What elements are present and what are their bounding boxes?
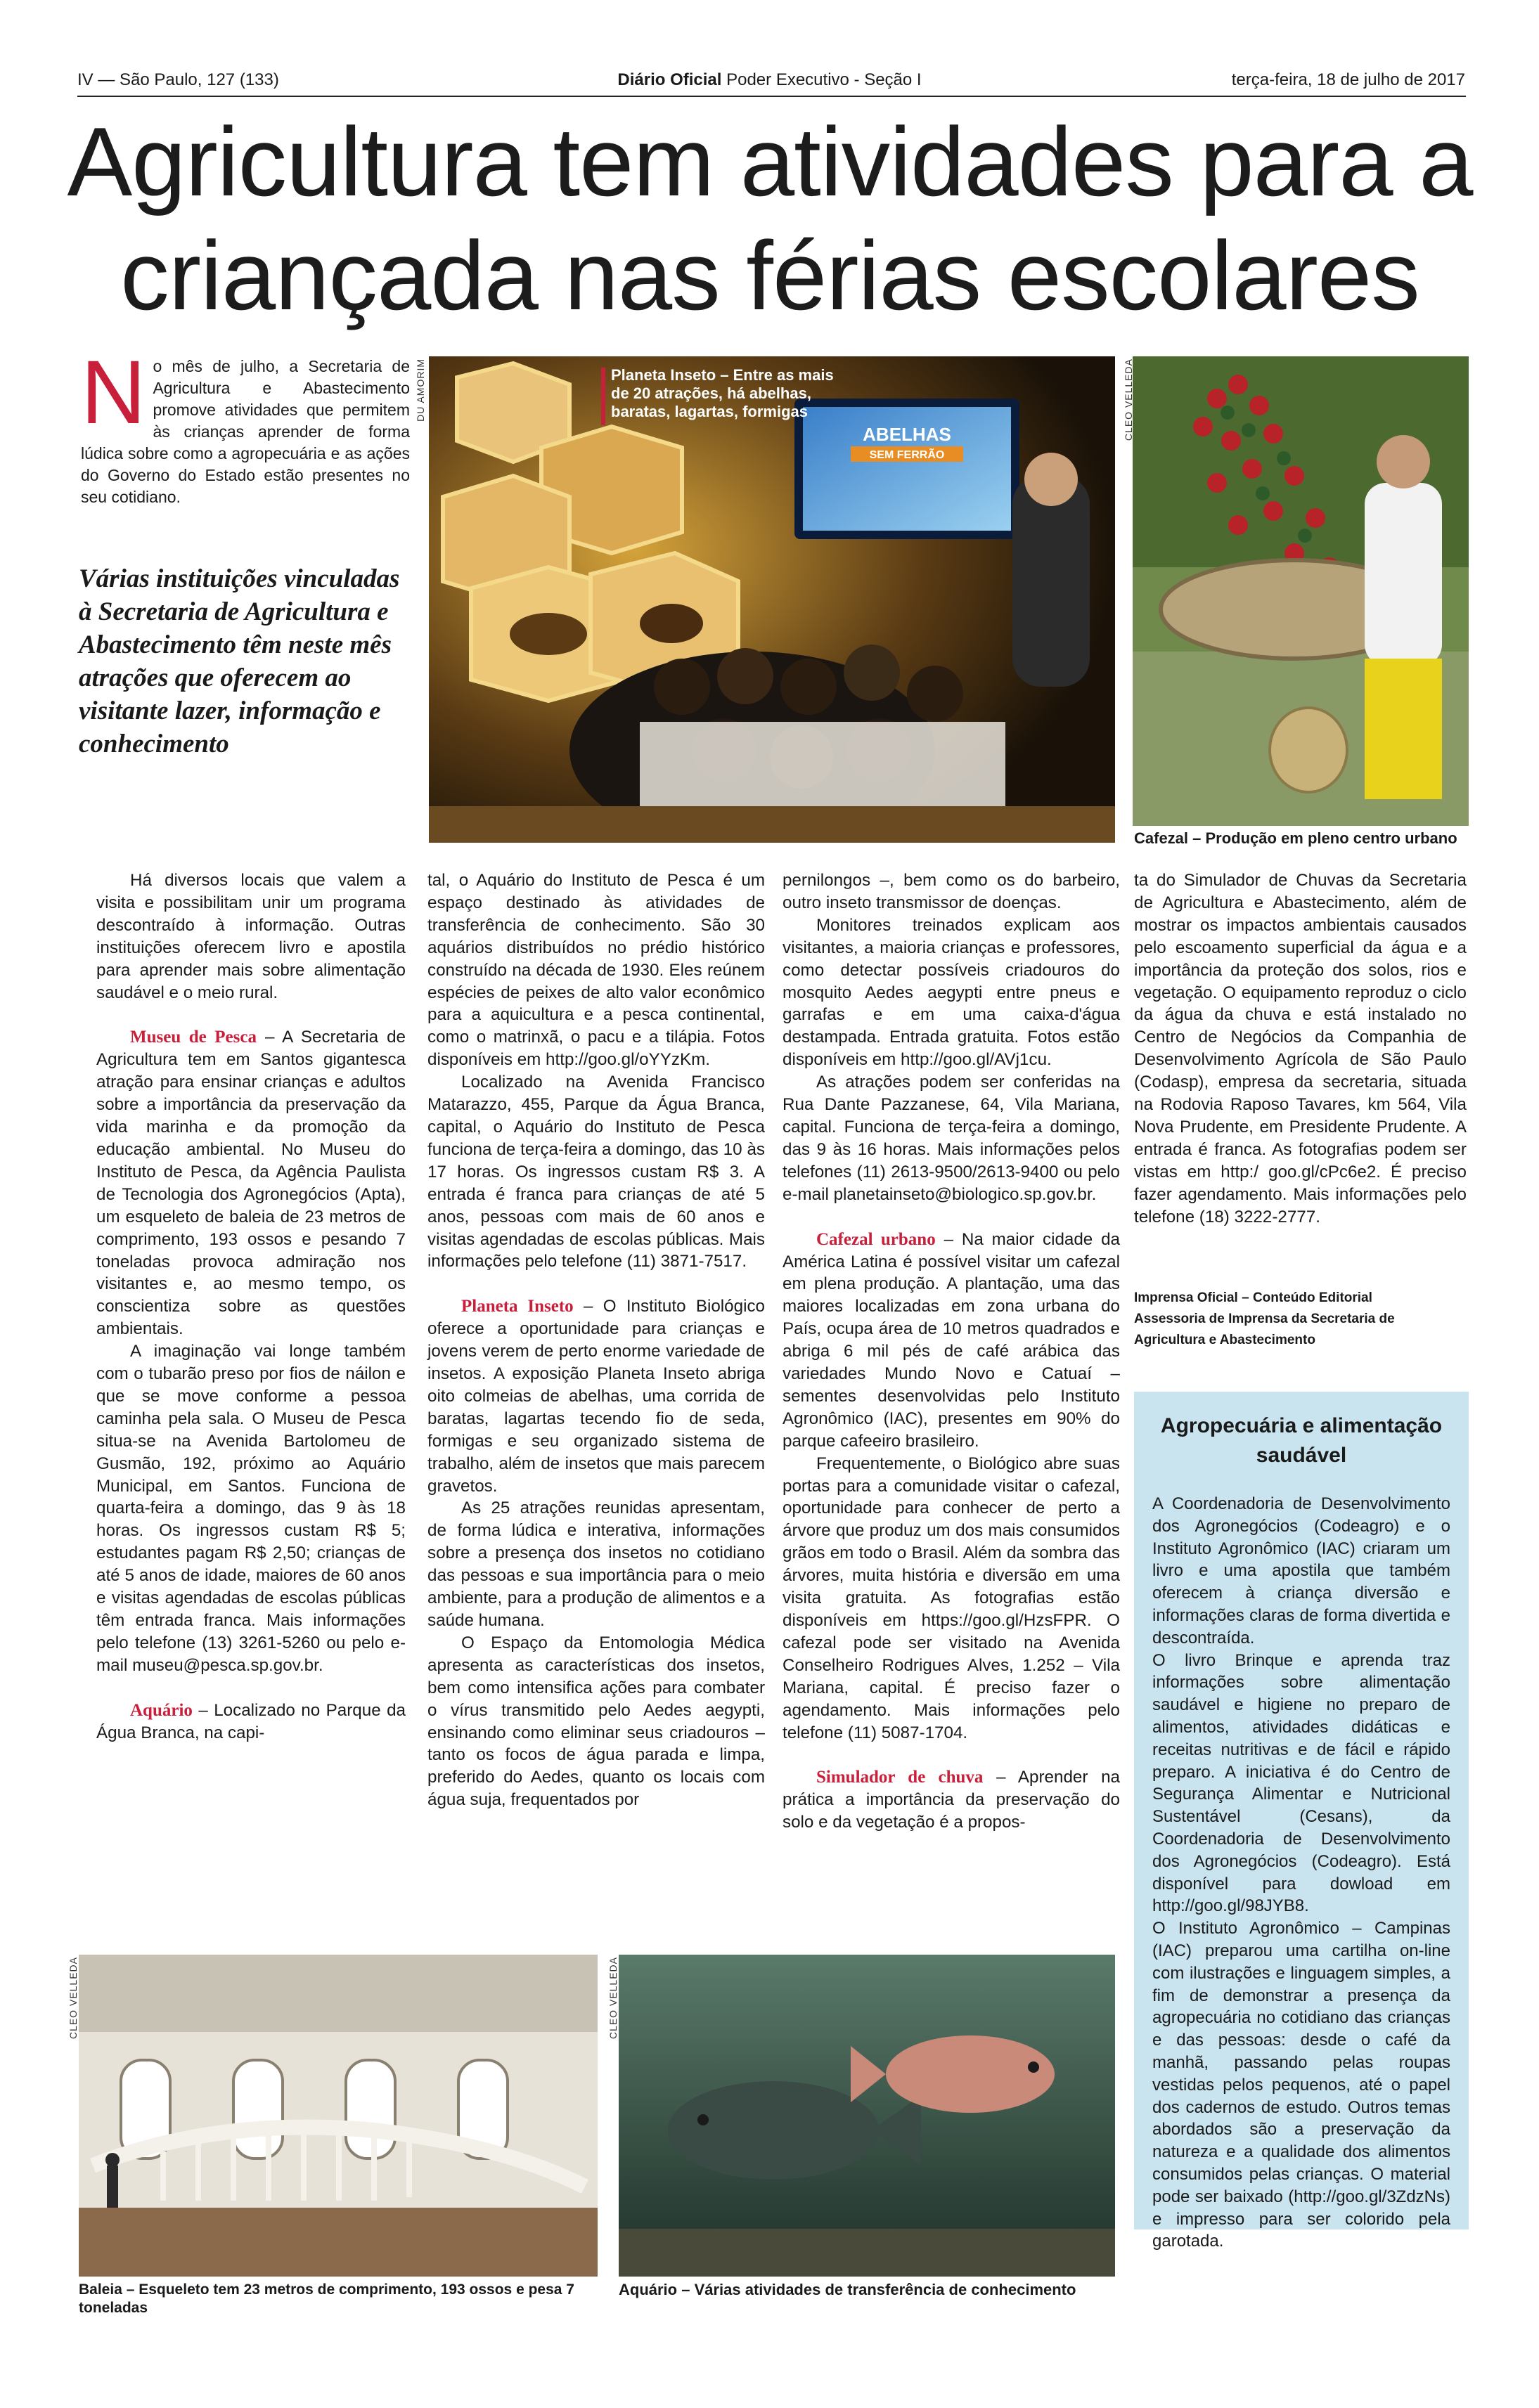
credit-line-1: Imprensa Oficial – Conteúdo Editorial [1134, 1290, 1372, 1305]
publication-title: Diário Oficial [617, 70, 722, 89]
article-column-1 [96, 869, 406, 1744]
paragraph-text: – O Instituto Biológico oferece a oportunidade para crianças e jovens verem de perto enorme variedade de insetos. A exposição Planeta Inseto abriga oito colmeias de abelhas, uma corrida de baratas, lagartas tecendo fio de seda, formigas e seu organizado sistema de trabalho, além de insetos que mais parecem gravetos. [427, 1297, 766, 1496]
paragraph: pernilongos –, bem como os do barbeiro, outro inseto transmissor de doenças. [783, 871, 1120, 912]
paragraph: Há diversos locais que valem a visita e possibilitam unir um programa descontraído à informação. Outras instituições oferecem livro e apostila para aprender mais sobre alimentação saudável e o meio rural. [96, 871, 406, 1002]
lede-text: o mês de julho, a Secretaria de Agricultura e Abastecimento promove atividades que permitem às crianças aprender de forma lúdica sobre como a agropecuária e as ações do Governo do Estado estão presentes no seu cotidiano. [81, 357, 410, 506]
photo-caption-cafezal: Cafezal – Produção em pleno centro urbano [1134, 829, 1457, 847]
headline-line-1: Agricultura tem atividades para a [67, 108, 1473, 216]
credit-line-2: Assessoria de Imprensa da Secretaria de Agricultura e Abastecimento [1134, 1312, 1395, 1347]
photo-credit-du-amorim: DU AMORIM [415, 358, 426, 422]
photo-credit-aquario: CLEO VELLEDA [607, 1957, 619, 2040]
aquarium-fish-image [619, 1955, 1115, 2277]
section-kicker-simulador-de-chuva: Simulador de chuva [816, 1768, 984, 1787]
sidebar-paragraph: O livro Brinque e aprenda traz informações sobre alimentação saudável e higiene no preparo de alimentos, atividades didáticas e receitas nutritivas e de fácil e rápido preparo. A iniciativa é do Centro de Segurança Alimentar e Nutricional Sustentável (Cesans), da Coordenadoria de Desenvolvimento dos Agronegócios (Codeagro). Está disponível para dowload em http://goo.gl/98JYB8. [1152, 1650, 1450, 1916]
paragraph: O Espaço da Entomologia Médica apresenta as características dos insetos, bem como intensifica ações para combater o vírus transmitido pelo Aedes aegypti, ensinando como eliminar seus criadouros – tanto os focos de água parada e limpa, preferido do Aedes, quanto os locais com água suja, frequentados por [427, 1633, 765, 1810]
photo-cafezal [1133, 356, 1469, 826]
paragraph-aquario [96, 1700, 406, 1744]
coffee-harvest-image [1133, 356, 1469, 826]
sidebar-title: Agropecuária e alimentação saudável [1160, 1414, 1443, 1467]
photo-caption-baleia: Baleia – Esqueleto tem 23 metros de comprimento, 193 ossos e pesa 7 toneladas [79, 2281, 574, 2316]
paragraph: Localizado na Avenida Francisco Matarazzo, 455, Parque da Água Branca, capital, o Aquário do Instituto de Pesca funciona de terça-feira a domingo, das 10 às 17 horas. Os ingressos custam R$ 3. A entrada é franca para crianças de até 5 anos, pessoas com mais de 60 anos e visitas agendadas de escolas públicas. Mais informações pelo telefone (11) 3871-7517. [427, 1073, 765, 1271]
paragraph-spacer [96, 1677, 406, 1700]
paragraph: tal, o Aquário do Instituto de Pesca é um espaço destinado às atividades de transferência de conhecimento. São 30 aquários distribuídos no prédio histórico construído na década de 1930. Eles reúnem espécies de peixes de alto valor econômico para a aquicultura e a pesca continental, como o matrinxã, o pacu e a tilápia. Fotos disponíveis em http://goo.gl/oYYzKm. [427, 871, 765, 1070]
photo-credit-cafezal: CLEO VELLEDA [1123, 358, 1134, 441]
publication-date: terça-feira, 18 de julho de 2017 [1231, 70, 1465, 89]
paragraph-text: – A Secretaria de Agricultura tem em Santos gigantesca atração para ensinar crianças e adultos sobre a importância da preservação da vida marinha e da promoção da educação ambiental. No Museu do Instituto de Pesca, da Agência Paulista de Tecnologia dos Agronegócios (Apta), um esqueleto de baleia de 23 metros de comprimento, 193 ossos e pesando 7 toneladas provoca admiração nos visitantes e, ao mesmo tempo, os conscientiza sobre as questões ambientais. [96, 1028, 406, 1339]
photo-planeta-inseto [429, 356, 1115, 843]
headline [63, 105, 1476, 333]
section-kicker-aquario: Aquário [130, 1700, 193, 1720]
section-kicker-museu-de-pesca: Museu de Pesca [130, 1028, 257, 1047]
paragraph-spacer [96, 1004, 406, 1026]
pull-quote: Várias instituições vinculadas à Secretaria de Agricultura e Abastecimento têm neste mês atrações que oferecem ao visitante lazer, informação e conhecimento [79, 564, 400, 758]
photo-caption-aquario: Aquário – Várias atividades de transferência de conhecimento [619, 2281, 1076, 2298]
paragraph-text: – Localizado no Parque da Água Branca, na capi- [96, 1700, 406, 1742]
article-column-2 [427, 869, 765, 1811]
sidebar-paragraph: A Coordenadoria de Desenvolvimento dos Agronegócios (Codeagro) e o Instituto Agronômico (IAC) criaram um livro e uma apostila que também oferecem à criança diversão e informações claras de forma divertida e descontraída. [1152, 1494, 1450, 1648]
paragraph-spacer [783, 1206, 1120, 1229]
section-kicker-cafezal-urbano: Cafezal urbano [816, 1229, 936, 1249]
paragraph-museu-de-pesca [96, 1026, 406, 1340]
screen-text-sem-ferrao: SEM FERRÃO [869, 449, 945, 461]
paragraph: As atrações podem ser conferidas na Rua Dante Pazzanese, 64, Vila Mariana, capital. Funciona de terça-feira a domingo, das 9 às 16 horas. Mais informações pelos telefones (11) 2613-9500/2613-9400 ou pelo e-mail planetainseto@biologico.sp.gov.br. [783, 1073, 1120, 1204]
paragraph-cafezal-urbano [783, 1229, 1120, 1453]
paragraph-simulador-de-chuva [783, 1766, 1120, 1834]
paragraph-spacer [783, 1744, 1120, 1766]
whale-skeleton-image [79, 1955, 598, 2277]
caption-accent-bar [601, 368, 605, 425]
paragraph-planeta-inseto [427, 1295, 765, 1497]
sidebar-paragraph: O Instituto Agronômico – Campinas (IAC) preparou uma cartilha on-line com ilustrações e linguagem simples, a fim de demonstrar a presença da agropecuária no cotidiano das crianças e das pessoas: desde o café da manhã, passando pelas roupas vestidas pelos pequenos, até o papel dos cadernos de estudo. Outros temas abordados são a preservação da natureza e a qualidade dos alimentos consumidos pelas crianças. O material pode ser baixado (http://goo.gl/3ZdzNs) e impresso para ser colorido pela garotada. [1152, 1919, 1450, 2251]
article-column-4 [1134, 869, 1467, 1229]
editorial-credits [1134, 1288, 1467, 1351]
paragraph-spacer [427, 1273, 765, 1295]
lede-paragraph [81, 342, 410, 508]
insect-exhibit-image [429, 356, 1115, 843]
paragraph-text: – Aprender na prática a importância da preservação do solo e da vegetação é a propos- [783, 1768, 1121, 1832]
paragraph: Monitores treinados explicam aos visitantes, a maioria crianças e professores, como detectar possíveis criadouros do mosquito Aedes aegypti entre pneus e garrafas e em uma caixa-d'água destampada. Entrada gratuita. Fotos estão disponíveis em http://goo.gl/AVj1cu. [783, 915, 1120, 1070]
photo-credit-baleia: CLEO VELLEDA [67, 1957, 79, 2040]
publication-section: Poder Executivo - Seção I [721, 70, 922, 89]
paragraph: A imaginação vai longe também com o tubarão preso por fios de náilon e que se move conforme a pessoa caminha pela sala. O Museu de Pesca situa-se na Avenida Bartolomeu de Gusmão, 192, próximo ao Aquário Municipal, em Santos. Funciona de quarta-feira a domingo, das 9 às 18 horas. Os ingressos custam R$ 5; estudantes pagam R$ 2,50; crianças de até 5 anos de idade, maiores de 60 anos e visitas agendadas de escolas públicas têm entrada franca. Mais informações pelo telefone (13) 3261-5260 ou pelo e-mail museu@pesca.sp.gov.br. [96, 1342, 406, 1675]
section-kicker-planeta-inseto: Planeta Inseto [461, 1297, 574, 1316]
page-folio: IV — São Paulo, 127 (133) [77, 70, 279, 89]
paragraph: ta do Simulador de Chuvas da Secretaria de Agricultura e Abastecimento, além de mostrar os impactos ambientais causados pelo escoamento superficial da água e a importância da proteção dos solos, rios e vegetação. O equipamento reproduz o ciclo da água da chuva e está instalado no Centro de Negócios da Companhia de Desenvolvimento Agrícola de São Paulo (Codasp), empresa da secretaria, situada na Rodovia Raposo Tavares, km 564, Vila Nova Prudente, em Presidente Prudente. A entrada é franca. As fotografias podem ser vistas em http:/ goo.gl/cPc6e2. É preciso fazer agendamento. Mais informações pelo telefone (18) 3222-2777. [1134, 871, 1467, 1226]
drop-cap: N [81, 342, 146, 443]
screen-text-abelhas: ABELHAS [863, 424, 951, 445]
photo-aquario [619, 1955, 1115, 2277]
header-rule [77, 96, 1466, 97]
article-column-3 [783, 869, 1120, 1834]
headline-line-2: criançada nas férias escolares [120, 221, 1419, 330]
photo-baleia [79, 1955, 598, 2277]
paragraph: Frequentemente, o Biológico abre suas portas para a comunidade visitar o cafezal, oportunidade para conhecer de perto a árvore que produz um dos mais consumidos grãos em todo o Brasil. Além da sombra das árvores, muita história e diversão em uma visita gratuita. As fotografias estão disponíveis em https://goo.gl/HzsFPR. O cafezal pode ser visitado na Avenida Conselheiro Rodrigues Alves, 1.252 – Vila Mariana, capital. É preciso fazer o agendamento. Mais informações pelo telefone (11) 5087-1704. [783, 1454, 1120, 1742]
sidebar-box [1134, 1392, 1469, 2251]
paragraph: As 25 atrações reunidas apresentam, de forma lúdica e interativa, informações sobre a presença dos insetos no cotidiano das pessoas e sua importância para o meio ambiente, para a produção de alimentos e a saúde humana. [427, 1498, 765, 1630]
paragraph-text: – Na maior cidade da América Latina é possível visitar um cafezal em plena produção. A plantação, uma das maiores localizadas em zona urbana do País, ocupa área de 10 metros quadrados e abriga 6 mil pés de café arábica das variedades Mundo Novo e Catuaí – sementes desenvolvidas pelo Instituto Agronômico (IAC), presentes em 90% do parque cafeeiro brasileiro. [783, 1229, 1121, 1451]
photo-caption-planeta-inseto: Planeta Inseto – Entre as mais de 20 atrações, há abelhas, baratas, lagartas, formigas [611, 366, 834, 420]
